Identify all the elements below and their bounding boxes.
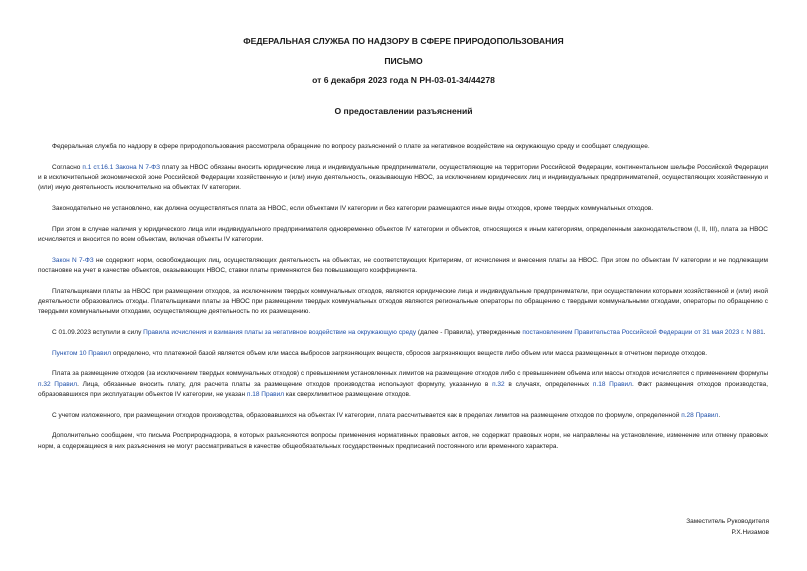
- agency-title: ФЕДЕРАЛЬНАЯ СЛУЖБА ПО НАДЗОРУ В СФЕРЕ ПРИРОДОПОЛЬЗОВАНИЯ: [243, 36, 564, 46]
- text: .: [763, 329, 766, 336]
- paragraph-9: [38, 369, 768, 400]
- paragraph-10: [38, 411, 768, 421]
- text: определено, что платежной базой является объем или масса выбросов загрязняющих веществ, сбросов загрязняющих веществ либо объем или масса размещенных в отчетном периоде отходов.: [111, 349, 708, 357]
- resolution-link[interactable]: постановлением Правительства Российской Федерации от 31 мая 2023 г. N 881: [522, 329, 764, 336]
- paragraph-8: [38, 349, 768, 359]
- rules-point-link[interactable]: п.32: [492, 380, 505, 388]
- signature-block: [686, 516, 769, 538]
- text: Плата за размещение отходов (за исключением твердых коммунальных отходов) с превышением установленных лимитов на размещение отходов либо с превышением объема или массы отходов исчисляется с применением формулы: [52, 370, 768, 378]
- signatory-position: Заместитель Руководителя: [686, 518, 769, 525]
- law-link[interactable]: п.1 ст.16.1 Закона N 7-ФЗ: [82, 163, 160, 171]
- paragraph-3: Законодательно не установлено, как должна осуществляться плата за НВОС, если объектами IV категории и без категории размещаются иные виды отходов, кроме твердых коммунальных отходов.: [52, 205, 654, 212]
- text: не содержит норм, освобождающих лиц, осуществляющих деятельность на объектах, не соответствующих Критериям, от исчисления и внесения платы за НВОС. При этом по объектам IV категории и не подлежащим постановке на учет в качестве объектов, оказывающих НВОС, ставки платы применяются без повышающего коэффициента.: [38, 256, 768, 274]
- rules-link[interactable]: Правила исчисления и взимания платы за негативное воздействие на окружающую среду: [143, 329, 417, 336]
- text: как сверхлимитное размещение отходов.: [284, 391, 411, 398]
- rules-point-link[interactable]: Пунктом 10 Правил: [52, 349, 112, 357]
- text: (далее - Правила), утвержденные: [416, 329, 523, 336]
- text: .: [718, 411, 721, 419]
- document-subject: О предоставлении разъяснений: [334, 106, 473, 116]
- rules-point-link[interactable]: п.18 Правил: [592, 380, 632, 388]
- paragraph-6: Плательщиками платы за НВОС при размещении отходов, за исключением твердых коммунальных отходов, являются юридические лица и индивидуальные предприниматели, при осуществлении которыми хозяйственной и (или) иной деятельности образовались отходы. Плательщиками платы за НВОС при размещении твердых коммунальных отходов являются региональные операторы по обращению с твердыми коммунальными отходами, операторы по обращению с твердыми коммунальными отходами, осуществляющие деятельность по их размещению.: [38, 287, 768, 316]
- rules-point-link[interactable]: п.18 Правил: [246, 391, 285, 398]
- paragraph-1: Федеральная служба по надзору в сфере природопользования рассмотрела обращение по вопросу разъяснений о плате за негативное воздействие на окружающую среду и сообщает следующее.: [52, 143, 650, 150]
- document-date-number: от 6 декабря 2023 года N РН-03-01-34/44278: [312, 75, 495, 85]
- text: . Факт размещения отходов производства, образовавшихся при эксплуатации объектов IV категории, не указан: [38, 380, 769, 398]
- text: в случаях, определенных: [504, 380, 593, 388]
- law-link[interactable]: Закон N 7-ФЗ: [52, 256, 94, 264]
- letter-body: [38, 142, 768, 462]
- paragraph-2: [38, 163, 768, 194]
- text: Согласно: [52, 163, 83, 171]
- text: . Лица, обязанные вносить плату, для расчета платы за размещение отходов производства используют формулу, указанную в: [77, 380, 493, 388]
- signatory-name: Р.Х.Низамов: [731, 529, 769, 536]
- paragraph-4: При этом в случае наличия у юридического лица или индивидуального предпринимателя одновременно объектов IV категории и объектов, относящихся к иным категориям, определенным законодательством (I, II, III), плата за НВОС исчисляется и вносится по всем объектам, включая объекты IV категории.: [38, 225, 768, 243]
- text: С 01.09.2023 вступили в силу: [52, 329, 144, 336]
- rules-point-link[interactable]: п.32 Правил: [38, 380, 78, 388]
- text: плату за НВОС обязаны вносить юридические лица и индивидуальные предприниматели, осуществляющие на территории Российской Федерации, континентальном шельфе Российской Федерации и в исключительной экономической зоне Российской Федерации хозяйственную и (или) иную деятельность, оказывающую НВОС, за исключением юридических лиц и индивидуальных предпринимателей, осуществляющих хозяйственную и (или) иную деятельность исключительно на объектах IV категории.: [38, 163, 768, 192]
- paragraph-5: [38, 256, 768, 277]
- text: С учетом изложенного, при размещении отходов производства, образовавшихся на объектах IV категории, плата рассчитывается как в пределах лимитов на размещение отходов по формуле, определенной: [52, 411, 682, 419]
- paragraph-11: Дополнительно сообщаем, что письма Росприроднадзора, в которых разъясняются вопросы применения нормативных правовых актов, не содержат правовых норм, не направлены на установление, изменение или отмену правовых норм, а содержащиеся в них разъяснения не могут рассматриваться в качестве общеобязательных государственных предписаний постоянного или временного характера.: [38, 432, 768, 450]
- rules-point-link[interactable]: п.28 Правил: [681, 411, 719, 419]
- paragraph-7: [38, 328, 768, 338]
- document-type: ПИСЬМО: [384, 56, 423, 66]
